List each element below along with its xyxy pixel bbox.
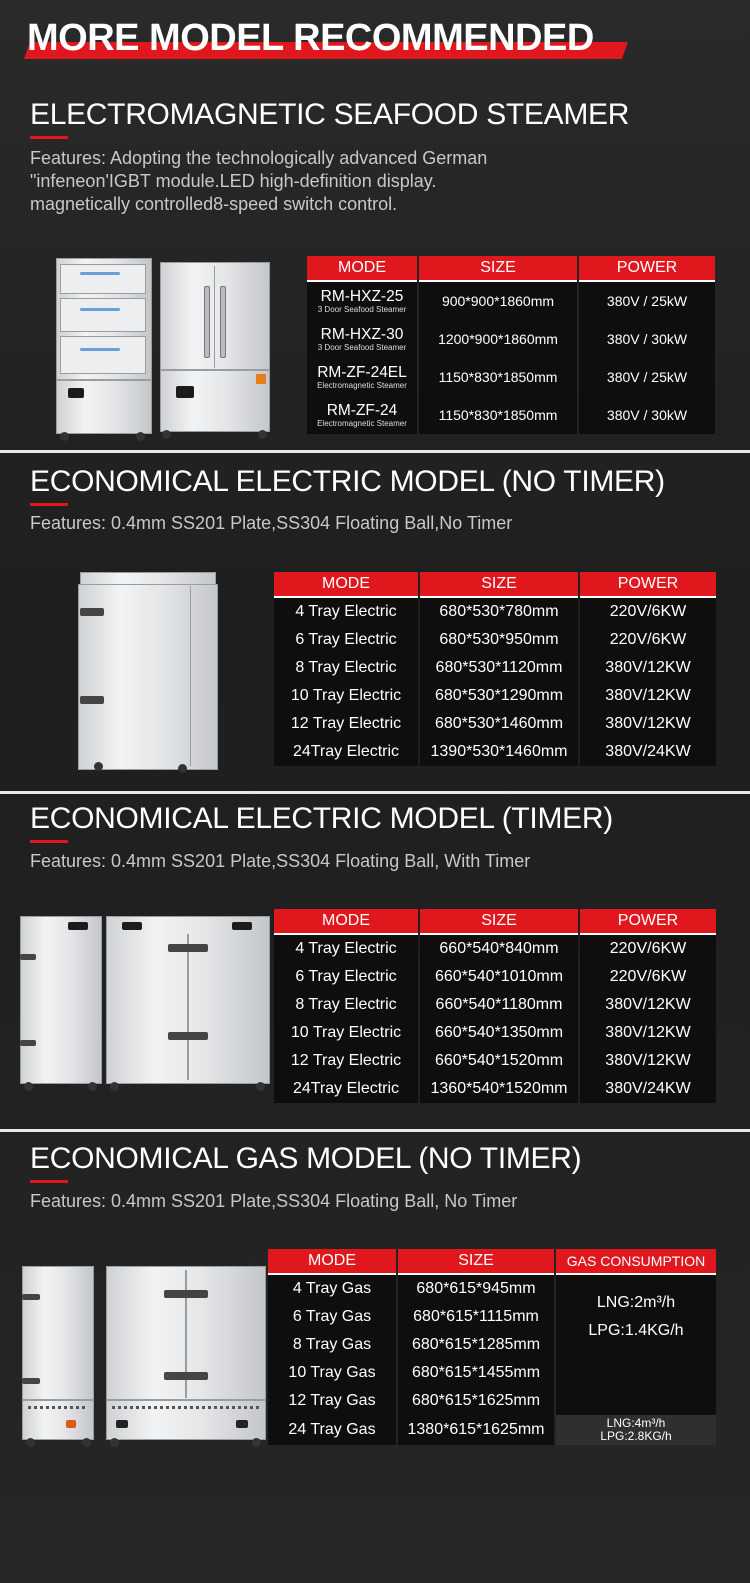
header-power: POWER (580, 909, 716, 935)
table-cell-power: 380V / 30kW (579, 396, 715, 434)
product-image-electromagnetic-steamer (160, 262, 270, 440)
table-cell-power: 380V/12KW (580, 710, 716, 738)
table-cell-size: 660*540*1180mm (420, 991, 578, 1019)
title-underline (30, 1180, 68, 1183)
table-cell-gas-consumption: LNG:2m³/h LPG:1.4KG/h (556, 1275, 716, 1415)
product-image-gas-single (22, 1266, 94, 1448)
product-image-gas-double (106, 1266, 266, 1448)
table-cell-mode: 4 Tray Gas (268, 1275, 396, 1303)
table-cell-mode: 6 Tray Electric (274, 626, 418, 654)
table-cell-mode: 8 Tray Electric (274, 654, 418, 682)
table-cell-size: 680*530*1290mm (420, 682, 578, 710)
header-mode: MODE (307, 256, 417, 282)
title-underline (30, 503, 68, 506)
table-cell-mode: 12 Tray Electric (274, 1047, 418, 1075)
product-image-seafood-steamer-3door (56, 258, 152, 444)
product-image-electric-cabinet (78, 572, 218, 780)
section-features: Features: 0.4mm SS201 Plate,SS304 Floating Ball, No Timer (30, 1191, 518, 1211)
table-cell-mode: 8 Tray Gas (268, 1331, 396, 1359)
table-cell-power: 380V/12KW (580, 682, 716, 710)
table-cell-mode: 6 Tray Electric (274, 963, 418, 991)
section-divider (0, 791, 750, 794)
table-cell-size: 680*530*1460mm (420, 710, 578, 738)
table-cell-mode: 24 Tray Gas (268, 1415, 396, 1445)
table-cell-power: 380V / 30kW (579, 320, 715, 358)
table-cell-size: 680*530*1120mm (420, 654, 578, 682)
header-size: SIZE (419, 256, 577, 282)
header-size: SIZE (420, 909, 578, 935)
table-cell-power: 220V/6KW (580, 598, 716, 626)
table-cell-size: 1390*530*1460mm (420, 738, 578, 766)
section-title: ECONOMICAL GAS MODEL (NO TIMER) (30, 1142, 582, 1175)
table-cell-size: 680*530*950mm (420, 626, 578, 654)
table-cell-mode: RM-HXZ-30 3 Door Seafood Steamer (307, 320, 417, 358)
table-cell-mode: 10 Tray Gas (268, 1359, 396, 1387)
header-mode: MODE (268, 1249, 396, 1275)
table-cell-size: 680*615*945mm (398, 1275, 554, 1303)
title-underline (30, 136, 68, 139)
table-cell-power: 380V/12KW (580, 1019, 716, 1047)
table-cell-size: 680*615*1285mm (398, 1331, 554, 1359)
table-cell-mode: 10 Tray Electric (274, 1019, 418, 1047)
table-cell-mode: 4 Tray Electric (274, 935, 418, 963)
table-cell-mode: RM-HXZ-25 3 Door Seafood Steamer (307, 282, 417, 320)
section-divider (0, 1129, 750, 1132)
table-cell-mode: 6 Tray Gas (268, 1303, 396, 1331)
table-cell-mode: RM-ZF-24EL Electromagnetic Steamer (307, 358, 417, 396)
table-cell-mode: 8 Tray Electric (274, 991, 418, 1019)
header-power: POWER (579, 256, 715, 282)
table-cell-power: 380V/24KW (580, 738, 716, 766)
table-cell-power: 220V/6KW (580, 935, 716, 963)
table-cell-power: 380V / 25kW (579, 358, 715, 396)
spec-table-electromagnetic (305, 256, 717, 434)
table-cell-size: 1150*830*1850mm (419, 396, 577, 434)
table-cell-size: 680*530*780mm (420, 598, 578, 626)
table-cell-mode: 10 Tray Electric (274, 682, 418, 710)
table-cell-size: 900*900*1860mm (419, 282, 577, 320)
table-cell-size: 660*540*840mm (420, 935, 578, 963)
section-title: ECONOMICAL ELECTRIC MODEL (NO TIMER) (30, 465, 665, 498)
table-cell-size: 1150*830*1850mm (419, 358, 577, 396)
header-size: SIZE (420, 572, 578, 598)
table-cell-power: 220V/6KW (580, 626, 716, 654)
table-cell-size: 680*615*1455mm (398, 1359, 554, 1387)
table-cell-mode: 24Tray Electric (274, 738, 418, 766)
header-gas-consumption: GAS CONSUMPTION (556, 1249, 716, 1275)
spec-table-gas (266, 1249, 718, 1445)
header-mode: MODE (274, 572, 418, 598)
table-cell-size: 660*540*1520mm (420, 1047, 578, 1075)
section-divider (0, 450, 750, 453)
table-cell-power: 380V/24KW (580, 1075, 716, 1103)
table-cell-size: 660*540*1010mm (420, 963, 578, 991)
table-cell-mode: 4 Tray Electric (274, 598, 418, 626)
table-cell-power: 220V/6KW (580, 963, 716, 991)
table-cell-size: 1200*900*1860mm (419, 320, 577, 358)
table-cell-gas-consumption: LNG:4m³/h LPG:2.8KG/h (556, 1415, 716, 1445)
table-cell-power: 380V / 25kW (579, 282, 715, 320)
section-features: Features: 0.4mm SS201 Plate,SS304 Floating Ball, With Timer (30, 851, 531, 871)
section-features: Features: 0.4mm SS201 Plate,SS304 Floating Ball,No Timer (30, 513, 513, 533)
title-underline (30, 840, 68, 843)
table-cell-mode: 12 Tray Gas (268, 1387, 396, 1415)
spec-table-electric-timer (272, 909, 718, 1103)
table-cell-power: 380V/12KW (580, 1047, 716, 1075)
header-mode: MODE (274, 909, 418, 935)
section-title: ECONOMICAL ELECTRIC MODEL (TIMER) (30, 802, 613, 835)
table-cell-mode: 24Tray Electric (274, 1075, 418, 1103)
header-power: POWER (580, 572, 716, 598)
table-cell-power: 380V/12KW (580, 991, 716, 1019)
table-cell-size: 1360*540*1520mm (420, 1075, 578, 1103)
table-cell-power: 380V/12KW (580, 654, 716, 682)
product-image-timer-single (20, 916, 102, 1092)
product-image-timer-double (106, 916, 270, 1092)
table-cell-mode: RM-ZF-24 Electromagnetic Steamer (307, 396, 417, 434)
spec-table-electric-no-timer (272, 572, 718, 766)
section-features: Features: Adopting the technologically advanced German "infeneon'IGBT module.LED high-definition display. magnetically controlled8-speed switch control. (30, 148, 488, 214)
table-cell-size: 1380*615*1625mm (398, 1415, 554, 1445)
table-cell-mode: 12 Tray Electric (274, 710, 418, 738)
table-cell-size: 680*615*1625mm (398, 1387, 554, 1415)
page-title: MORE MODEL RECOMMENDED (27, 17, 594, 59)
section-title: ELECTROMAGNETIC SEAFOOD STEAMER (30, 98, 630, 131)
table-cell-size: 660*540*1350mm (420, 1019, 578, 1047)
header-size: SIZE (398, 1249, 554, 1275)
page-banner (27, 14, 627, 60)
table-cell-size: 680*615*1115mm (398, 1303, 554, 1331)
